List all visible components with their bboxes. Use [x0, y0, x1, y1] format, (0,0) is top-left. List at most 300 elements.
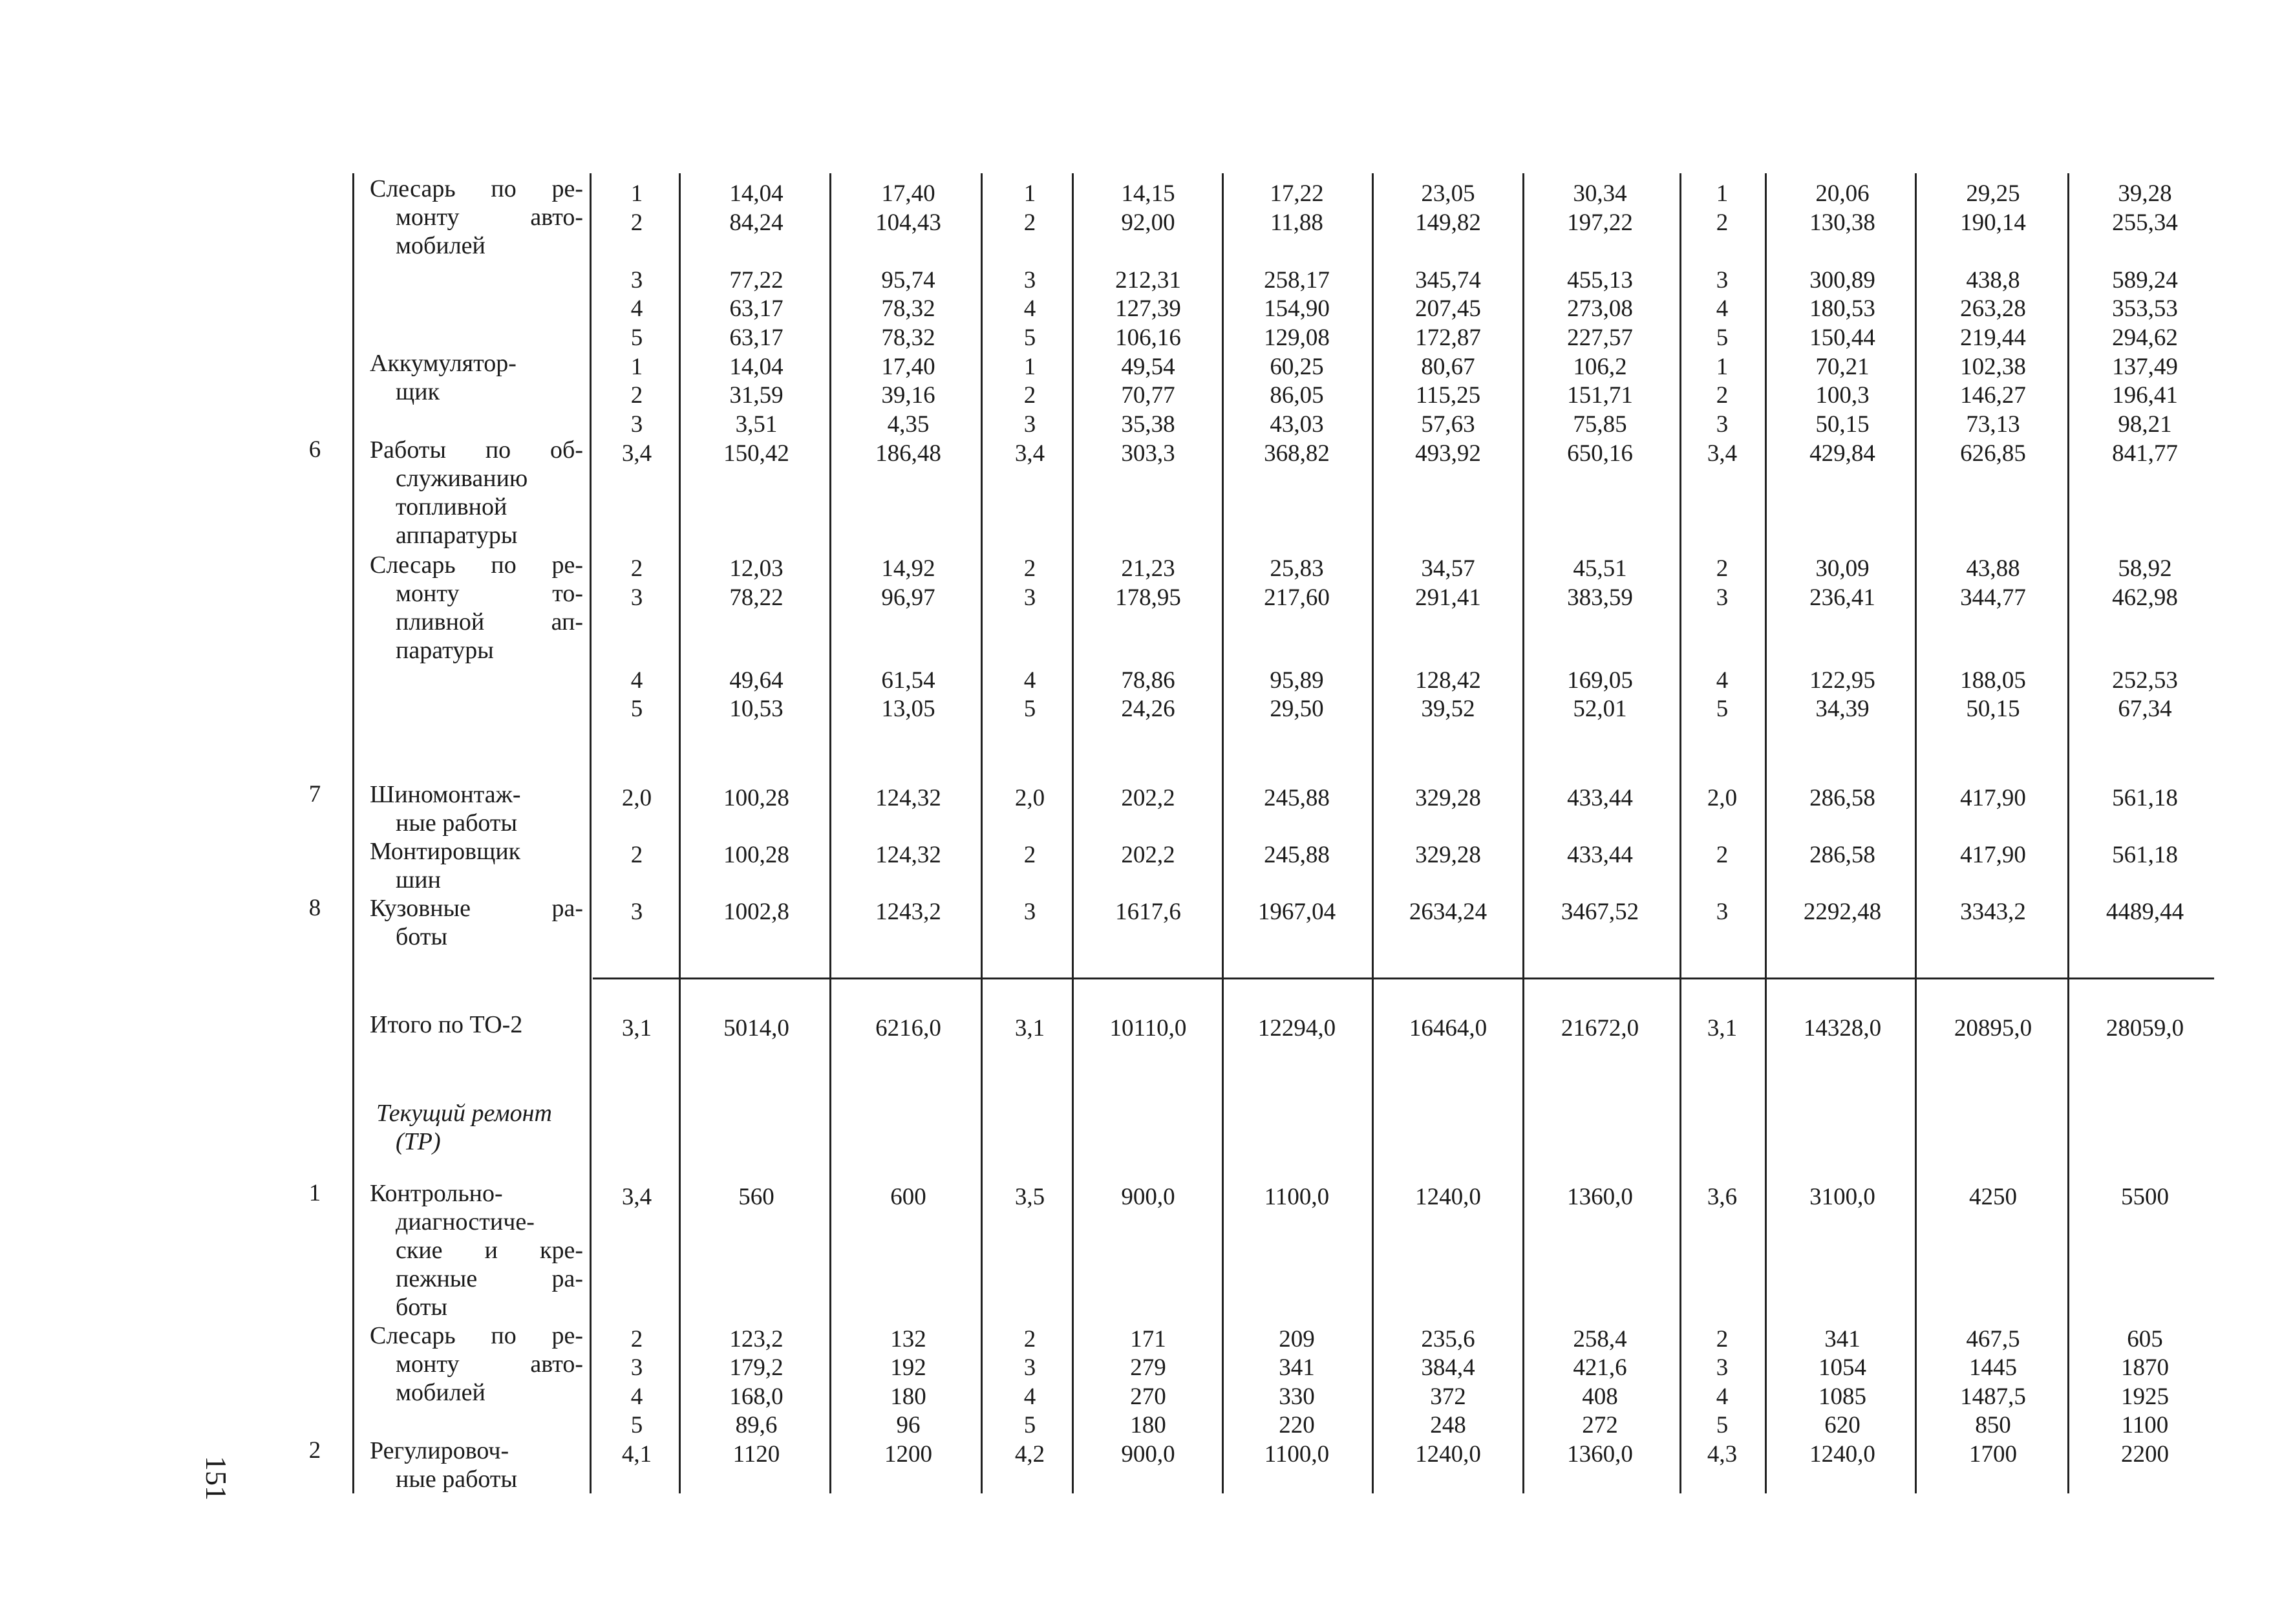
rule-col-a: [679, 173, 681, 1493]
cell-lev-b: 5: [1023, 325, 1036, 351]
section-number: 7: [308, 781, 321, 807]
cell-val-b2: 330: [1279, 1384, 1315, 1410]
cell-val-c2: 190,14: [1960, 209, 2026, 236]
row-label: [370, 175, 583, 260]
cell-lev-b: 2: [1023, 382, 1036, 409]
cell-val-b4: 197,22: [1567, 209, 1633, 236]
cell-val-a1: 560: [738, 1184, 774, 1210]
cell-val-b4: 408: [1582, 1384, 1618, 1410]
cell-lev-c: 2: [1716, 842, 1729, 868]
cell-val-c1: 1085: [1818, 1384, 1866, 1410]
row-label-line: Кузовные ра-: [370, 895, 583, 922]
cell-lev-b: 5: [1023, 696, 1036, 722]
cell-val-a1: 5014,0: [723, 1015, 789, 1042]
cell-val-c2: 1487,5: [1960, 1384, 2026, 1410]
row-label-line: ные работы: [396, 1466, 518, 1493]
cell-val-c3: 294,62: [2112, 325, 2178, 351]
cell-val-b2: 60,25: [1270, 354, 1324, 380]
cell-val-c2: 43,88: [1966, 555, 2020, 582]
cell-val-b2: 154,90: [1264, 295, 1330, 322]
cell-val-c1: 620: [1824, 1412, 1861, 1438]
rule-left: [352, 173, 354, 1493]
cell-val-c1: 3100,0: [1809, 1184, 1875, 1210]
cell-val-a2: 17,40: [881, 180, 935, 207]
cell-lev-a: 3,4: [621, 440, 652, 467]
cell-lev-a: 1: [630, 354, 643, 380]
row-label-line: щик: [396, 378, 440, 405]
row-label: [370, 1437, 583, 1493]
cell-val-b3: 1240,0: [1415, 1441, 1481, 1468]
cell-val-c2: 1700: [1969, 1441, 2017, 1468]
cell-val-b3: 207,45: [1415, 295, 1481, 322]
cell-lev-a: 2: [630, 842, 643, 868]
cell-lev-c: 5: [1716, 1412, 1729, 1438]
cell-val-b3: 329,28: [1415, 842, 1481, 868]
cell-val-a1: 12,03: [729, 555, 784, 582]
cell-val-a1: 168,0: [729, 1384, 784, 1410]
cell-val-c2: 219,44: [1960, 325, 2026, 351]
row-label-line: пежные ра-: [396, 1265, 583, 1292]
cell-val-c2: 102,38: [1960, 354, 2026, 380]
row-label: [370, 780, 583, 837]
cell-val-c3: 252,53: [2112, 667, 2178, 694]
cell-val-b2: 245,88: [1264, 842, 1330, 868]
cell-val-c1: 122,95: [1809, 667, 1875, 694]
cell-val-a2: 39,16: [881, 382, 935, 409]
cell-val-a2: 600: [890, 1184, 926, 1210]
cell-val-a1: 123,2: [729, 1326, 784, 1352]
cell-val-b4: 75,85: [1573, 411, 1627, 438]
section-number: 1: [308, 1180, 321, 1206]
cell-lev-c: 2: [1716, 555, 1729, 582]
cell-lev-a: 4,1: [621, 1441, 652, 1468]
cell-lev-c: 3,4: [1707, 440, 1738, 467]
cell-val-c1: 236,41: [1809, 584, 1875, 611]
cell-val-b3: 493,92: [1415, 440, 1481, 467]
cell-lev-c: 2: [1716, 382, 1729, 409]
row-label-line: аппаратуры: [396, 522, 518, 549]
cell-val-b2: 11,88: [1270, 209, 1323, 236]
cell-val-c3: 1925: [2121, 1384, 2169, 1410]
cell-val-b2: 86,05: [1270, 382, 1324, 409]
cell-val-c3: 98,21: [2118, 411, 2172, 438]
cell-lev-a: 5: [630, 325, 643, 351]
rule-col-f: [1372, 173, 1374, 1493]
cell-val-b2: 368,82: [1264, 440, 1330, 467]
cell-val-c1: 70,21: [1815, 354, 1870, 380]
cell-val-b2: 1100,0: [1264, 1184, 1330, 1210]
cell-val-b2: 17,22: [1270, 180, 1324, 207]
cell-lev-b: 3,4: [1014, 440, 1045, 467]
cell-lev-b: 3: [1023, 899, 1036, 925]
cell-lev-a: 3: [630, 584, 643, 611]
row-label-line: Шиномонтаж-: [370, 781, 521, 808]
cell-val-c3: 605: [2127, 1326, 2163, 1352]
cell-val-b1: 92,00: [1121, 209, 1175, 236]
cell-val-c1: 429,84: [1809, 440, 1875, 467]
cell-val-b3: 1240,0: [1415, 1184, 1481, 1210]
cell-val-b4: 1360,0: [1567, 1184, 1633, 1210]
cell-lev-c: 3: [1716, 584, 1729, 611]
cell-val-c3: 841,77: [2112, 440, 2178, 467]
cell-val-c1: 20,06: [1815, 180, 1870, 207]
cell-val-c3: 353,53: [2112, 295, 2178, 322]
cell-val-b1: 178,95: [1115, 584, 1181, 611]
cell-lev-a: 3: [630, 411, 643, 438]
cell-lev-a: 5: [630, 1412, 643, 1438]
cell-val-b1: 127,39: [1115, 295, 1181, 322]
cell-val-c2: 29,25: [1966, 180, 2020, 207]
cell-lev-b: 4,2: [1014, 1441, 1045, 1468]
cell-val-c3: 67,34: [2118, 696, 2172, 722]
cell-lev-a: 3: [630, 899, 643, 925]
cell-val-b2: 43,03: [1270, 411, 1324, 438]
cell-val-a2: 6216,0: [875, 1015, 941, 1042]
row-label: [370, 1179, 583, 1321]
row-label-line: Аккумулятор-: [370, 350, 517, 377]
page-number: 151: [200, 1456, 233, 1501]
rule-col-c: [981, 173, 983, 1493]
cell-val-c1: 2292,48: [1803, 899, 1882, 925]
row-label: [370, 837, 583, 894]
cell-lev-b: 4: [1023, 295, 1036, 322]
cell-val-b3: 384,4: [1421, 1354, 1475, 1381]
cell-val-c1: 30,09: [1815, 555, 1870, 582]
cell-val-b2: 29,50: [1270, 696, 1324, 722]
cell-lev-b: 3: [1023, 1354, 1036, 1381]
cell-lev-c: 4: [1716, 1384, 1729, 1410]
cell-val-c3: 2200: [2121, 1441, 2169, 1468]
row-label: [370, 894, 583, 951]
cell-val-b4: 106,2: [1573, 354, 1627, 380]
row-label-line: мобилей: [396, 1379, 485, 1406]
cell-val-b1: 900,0: [1121, 1441, 1175, 1468]
cell-lev-c: 1: [1716, 180, 1729, 207]
cell-lev-a: 2,0: [621, 785, 652, 811]
cell-val-c2: 850: [1975, 1412, 2011, 1438]
cell-lev-b: 3: [1023, 267, 1036, 294]
row-label-line: шин: [396, 866, 441, 893]
rule-col-k: [2067, 173, 2069, 1493]
cell-lev-b: 3: [1023, 411, 1036, 438]
rule-total: [593, 978, 2214, 979]
cell-val-c3: 39,28: [2118, 180, 2172, 207]
cell-val-a2: 78,32: [881, 295, 935, 322]
cell-lev-c: 3,6: [1707, 1184, 1738, 1210]
cell-val-c1: 50,15: [1815, 411, 1870, 438]
cell-val-a2: 4,35: [887, 411, 930, 438]
cell-val-b4: 383,59: [1567, 584, 1633, 611]
cell-lev-c: 3,1: [1707, 1015, 1738, 1042]
cell-val-a2: 124,32: [875, 785, 941, 811]
cell-val-a2: 13,05: [881, 696, 935, 722]
cell-val-b4: 52,01: [1573, 696, 1627, 722]
cell-val-b3: 345,74: [1415, 267, 1481, 294]
row-label-line: Контрольно-: [370, 1180, 503, 1207]
cell-val-c1: 1054: [1818, 1354, 1866, 1381]
cell-val-c3: 589,24: [2112, 267, 2178, 294]
cell-val-c2: 146,27: [1960, 382, 2026, 409]
cell-lev-b: 4: [1023, 1384, 1036, 1410]
cell-val-b1: 106,16: [1115, 325, 1181, 351]
cell-lev-c: 2,0: [1707, 785, 1738, 811]
row-label-line: диагностиче-: [396, 1208, 535, 1235]
rule-col-i: [1765, 173, 1767, 1493]
cell-val-b3: 248: [1430, 1412, 1466, 1438]
cell-val-c3: 137,49: [2112, 354, 2178, 380]
cell-val-c2: 263,28: [1960, 295, 2026, 322]
cell-val-b2: 95,89: [1270, 667, 1324, 694]
cell-val-a2: 1243,2: [875, 899, 941, 925]
cell-val-a1: 78,22: [729, 584, 784, 611]
cell-lev-a: 4: [630, 295, 643, 322]
cell-val-c1: 100,3: [1815, 382, 1870, 409]
cell-val-b2: 341: [1279, 1354, 1315, 1381]
cell-lev-c: 3: [1716, 899, 1729, 925]
cell-val-a1: 3,51: [735, 411, 778, 438]
cell-val-b3: 149,82: [1415, 209, 1481, 236]
cell-val-b2: 129,08: [1264, 325, 1330, 351]
cell-lev-a: 5: [630, 696, 643, 722]
row-label: [376, 1099, 590, 1156]
cell-val-c2: 20895,0: [1954, 1015, 2032, 1042]
cell-lev-c: 5: [1716, 325, 1729, 351]
row-label-line: Итого по ТО-2: [370, 1011, 523, 1038]
cell-lev-c: 1: [1716, 354, 1729, 380]
cell-val-c1: 286,58: [1809, 785, 1875, 811]
cell-val-b4: 3467,52: [1561, 899, 1639, 925]
cell-val-b3: 16464,0: [1409, 1015, 1488, 1042]
cell-val-a1: 49,64: [729, 667, 784, 694]
cell-val-a1: 77,22: [729, 267, 784, 294]
cell-val-a1: 31,59: [729, 382, 784, 409]
cell-val-b3: 235,6: [1421, 1326, 1475, 1352]
cell-val-c1: 150,44: [1809, 325, 1875, 351]
cell-val-a2: 104,43: [875, 209, 941, 236]
cell-val-b2: 1100,0: [1264, 1441, 1330, 1468]
cell-val-c3: 5500: [2121, 1184, 2169, 1210]
cell-lev-a: 3: [630, 267, 643, 294]
cell-val-a2: 78,32: [881, 325, 935, 351]
row-label-line: паратуры: [396, 637, 494, 664]
cell-lev-b: 2: [1023, 555, 1036, 582]
cell-val-b1: 180: [1130, 1412, 1166, 1438]
row-label-line: Работы по об-: [370, 436, 583, 464]
row-label-line: служиванию: [396, 465, 528, 492]
cell-val-b3: 172,87: [1415, 325, 1481, 351]
cell-lev-a: 2: [630, 382, 643, 409]
cell-val-c3: 1100: [2121, 1412, 2169, 1438]
cell-val-c1: 14328,0: [1803, 1015, 1882, 1042]
cell-val-b1: 10110,0: [1109, 1015, 1187, 1042]
cell-lev-b: 2: [1023, 209, 1036, 236]
cell-val-a2: 14,92: [881, 555, 935, 582]
cell-lev-b: 2,0: [1014, 785, 1045, 811]
cell-val-b4: 433,44: [1567, 842, 1633, 868]
cell-val-b3: 128,42: [1415, 667, 1481, 694]
cell-val-b4: 433,44: [1567, 785, 1633, 811]
cell-val-b1: 900,0: [1121, 1184, 1175, 1210]
rule-col-e: [1222, 173, 1224, 1493]
cell-lev-b: 4: [1023, 667, 1036, 694]
cell-lev-a: 4: [630, 667, 643, 694]
section-number: 2: [308, 1437, 321, 1464]
cell-val-b1: 1617,6: [1115, 899, 1181, 925]
row-label-line: монту то-: [396, 580, 583, 607]
section-number: 8: [308, 895, 321, 921]
cell-val-b2: 220: [1279, 1412, 1315, 1438]
cell-val-c1: 34,39: [1815, 696, 1870, 722]
row-label-line: Слесарь по ре-: [370, 175, 583, 202]
cell-val-c2: 4250: [1969, 1184, 2017, 1210]
cell-val-b4: 227,57: [1567, 325, 1633, 351]
cell-val-b2: 245,88: [1264, 785, 1330, 811]
cell-val-c3: 561,18: [2112, 842, 2178, 868]
cell-val-b3: 291,41: [1415, 584, 1481, 611]
cell-val-b1: 212,31: [1115, 267, 1181, 294]
cell-lev-b: 3,1: [1014, 1015, 1045, 1042]
cell-val-a1: 100,28: [723, 785, 789, 811]
cell-val-c2: 3343,2: [1960, 899, 2026, 925]
cell-val-b1: 270: [1130, 1384, 1166, 1410]
section-number: 6: [308, 436, 321, 463]
cell-lev-a: 3,4: [621, 1184, 652, 1210]
row-label-line: топливной: [396, 493, 507, 520]
cell-val-b1: 21,23: [1121, 555, 1175, 582]
row-label-line: Текущий ремонт: [376, 1100, 552, 1127]
rule-col-label: [590, 173, 592, 1493]
cell-val-b1: 202,2: [1121, 842, 1175, 868]
row-label: [370, 1010, 583, 1039]
row-label-line: боты: [396, 923, 447, 950]
cell-val-c2: 73,13: [1966, 411, 2020, 438]
cell-val-c1: 1240,0: [1809, 1441, 1875, 1468]
cell-val-b2: 258,17: [1264, 267, 1330, 294]
cell-lev-a: 2: [630, 1326, 643, 1352]
cell-val-c1: 300,89: [1809, 267, 1875, 294]
cell-lev-c: 4,3: [1707, 1441, 1738, 1468]
cell-lev-b: 1: [1023, 354, 1036, 380]
cell-val-b1: 49,54: [1121, 354, 1175, 380]
cell-val-c3: 462,98: [2112, 584, 2178, 611]
cell-val-b2: 209: [1279, 1326, 1315, 1352]
cell-val-a1: 179,2: [729, 1354, 784, 1381]
cell-val-c1: 130,38: [1809, 209, 1875, 236]
cell-val-b2: 12294,0: [1257, 1015, 1336, 1042]
cell-val-b1: 202,2: [1121, 785, 1175, 811]
cell-lev-a: 3,1: [621, 1015, 652, 1042]
cell-lev-c: 3: [1716, 1354, 1729, 1381]
cell-val-c1: 180,53: [1809, 295, 1875, 322]
cell-val-b1: 171: [1130, 1326, 1166, 1352]
cell-val-b1: 24,26: [1121, 696, 1175, 722]
cell-val-a1: 10,53: [729, 696, 784, 722]
row-label: [370, 436, 583, 550]
cell-val-c3: 255,34: [2112, 209, 2178, 236]
cell-lev-a: 4: [630, 1384, 643, 1410]
row-label-line: монту авто-: [396, 204, 583, 231]
cell-lev-b: 5: [1023, 1412, 1036, 1438]
cell-val-c1: 286,58: [1809, 842, 1875, 868]
cell-val-a2: 1200: [884, 1441, 932, 1468]
cell-val-b4: 650,16: [1567, 440, 1633, 467]
cell-val-c2: 344,77: [1960, 584, 2026, 611]
cell-val-c2: 417,90: [1960, 842, 2026, 868]
cell-val-b3: 115,25: [1415, 382, 1481, 409]
cell-val-c2: 50,15: [1966, 696, 2020, 722]
cell-lev-a: 3: [630, 1354, 643, 1381]
rule-col-d: [1072, 173, 1074, 1493]
cell-lev-b: 1: [1023, 180, 1036, 207]
cell-val-b1: 78,86: [1121, 667, 1175, 694]
cell-val-a1: 1120: [732, 1441, 780, 1468]
cell-lev-c: 4: [1716, 667, 1729, 694]
cell-lev-a: 2: [630, 555, 643, 582]
cell-val-a2: 96: [896, 1412, 921, 1438]
cell-lev-c: 3: [1716, 411, 1729, 438]
cell-val-b4: 45,51: [1573, 555, 1627, 582]
cell-val-b2: 25,83: [1270, 555, 1324, 582]
row-label: [370, 551, 583, 665]
cell-val-b3: 2634,24: [1409, 899, 1488, 925]
cell-lev-b: 2: [1023, 842, 1036, 868]
row-label-line: мобилей: [396, 232, 485, 259]
cell-val-c2: 626,85: [1960, 440, 2026, 467]
cell-val-b4: 258,4: [1573, 1326, 1627, 1352]
cell-val-b3: 34,57: [1421, 555, 1475, 582]
cell-val-b2: 1967,04: [1257, 899, 1336, 925]
cell-lev-c: 3: [1716, 267, 1729, 294]
row-label: [370, 349, 583, 406]
rule-col-h: [1680, 173, 1681, 1493]
row-label-line: монту авто-: [396, 1351, 583, 1378]
row-label-line: (ТР): [396, 1128, 441, 1155]
cell-val-c2: 438,8: [1966, 267, 2020, 294]
cell-val-b1: 14,15: [1121, 180, 1175, 207]
cell-val-c2: 1445: [1969, 1354, 2017, 1381]
cell-val-b4: 151,71: [1567, 382, 1633, 409]
cell-lev-c: 2: [1716, 209, 1729, 236]
cell-val-c2: 417,90: [1960, 785, 2026, 811]
row-label-line: пливной ап-: [396, 608, 583, 636]
cell-val-b3: 80,67: [1421, 354, 1475, 380]
cell-lev-c: 4: [1716, 295, 1729, 322]
row-label-line: Монтировщик: [370, 838, 521, 865]
cell-val-a2: 180: [890, 1384, 926, 1410]
cell-lev-b: 3: [1023, 584, 1036, 611]
cell-val-a1: 14,04: [729, 180, 784, 207]
cell-val-a2: 192: [890, 1354, 926, 1381]
cell-lev-c: 2: [1716, 1326, 1729, 1352]
cell-val-b3: 329,28: [1415, 785, 1481, 811]
cell-lev-a: 1: [630, 180, 643, 207]
cell-val-a2: 61,54: [881, 667, 935, 694]
cell-val-a2: 96,97: [881, 584, 935, 611]
cell-val-a1: 1002,8: [723, 899, 789, 925]
cell-val-c3: 1870: [2121, 1354, 2169, 1381]
row-label: [370, 1321, 583, 1407]
cell-val-a1: 14,04: [729, 354, 784, 380]
row-label-line: боты: [396, 1294, 447, 1321]
cell-val-a1: 63,17: [729, 325, 784, 351]
cell-val-b4: 1360,0: [1567, 1441, 1633, 1468]
cell-val-b3: 57,63: [1421, 411, 1475, 438]
cell-lev-a: 2: [630, 209, 643, 236]
cell-val-a2: 186,48: [875, 440, 941, 467]
cell-val-b4: 21672,0: [1561, 1015, 1639, 1042]
cell-val-b4: 272: [1582, 1412, 1618, 1438]
rule-col-b: [829, 173, 831, 1493]
